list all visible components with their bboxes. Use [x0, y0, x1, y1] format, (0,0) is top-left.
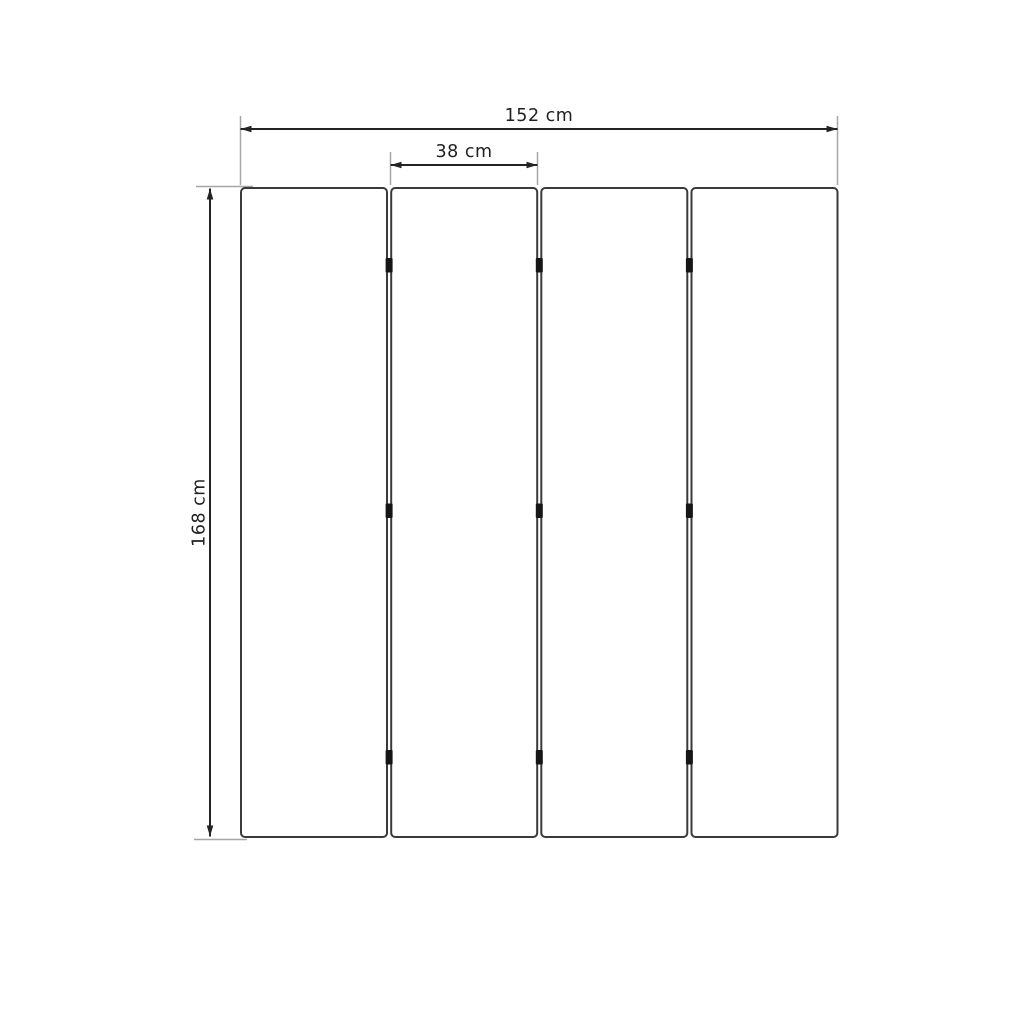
hinge-icon	[386, 504, 393, 519]
hinge-icon	[686, 504, 693, 519]
hinge-icon	[386, 258, 393, 273]
panel-4	[692, 188, 838, 837]
hinge-icon	[536, 504, 543, 519]
panel-2	[391, 188, 537, 837]
hinge-icon	[536, 750, 543, 765]
hinge-icon	[686, 750, 693, 765]
hinge-icon	[686, 258, 693, 273]
hinge-icon	[386, 750, 393, 765]
total-width-dimension-label: 152 cm	[504, 106, 574, 126]
hinge-icon	[536, 258, 543, 273]
panel-1	[241, 188, 387, 837]
height-dimension-label: 168 cm	[189, 478, 210, 547]
panel-width-dimension-label: 38 cm	[435, 142, 493, 162]
panel-3	[541, 188, 687, 837]
